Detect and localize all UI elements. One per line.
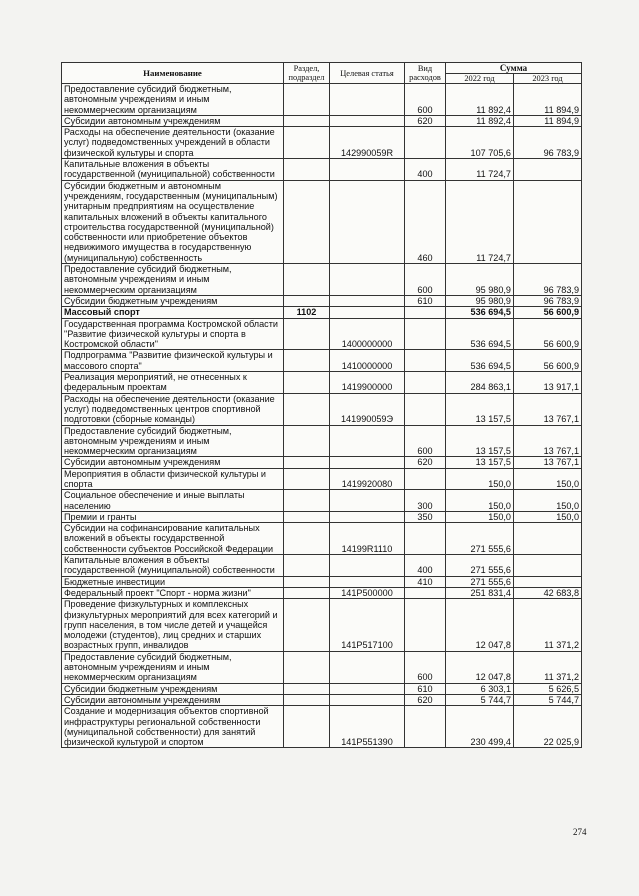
cell-section [284,599,330,651]
cell-sum-2022: 271 555,6 [446,555,514,577]
cell-target [330,651,405,683]
cell-target: 1410000000 [330,350,405,372]
cell-sum-2022: 271 555,6 [446,576,514,587]
cell-sum-2022: 6 303,1 [446,683,514,694]
cell-sum-2023 [514,180,582,263]
cell-sum-2022: 13 157,5 [446,425,514,457]
header-target: Целевая статья [330,63,405,84]
cell-sum-2022: 11 892,4 [446,115,514,126]
cell-sum-2023 [514,523,582,555]
cell-target [330,490,405,512]
cell-section [284,576,330,587]
cell-target: 1419900000 [330,372,405,394]
cell-section [284,115,330,126]
cell-name: Государственная программа Костромской области "Развитие физической культуры и спорта в Костромской области" [62,318,284,350]
cell-name: Субсидии автономным учреждениям [62,115,284,126]
cell-section [284,425,330,457]
cell-name: Расходы на обеспечение деятельности (оказание услуг) подведомственных учреждений в области физической культуры и спорта [62,127,284,159]
header-name: Наименование [62,63,284,84]
cell-section [284,468,330,490]
cell-target [330,295,405,306]
cell-name: Мероприятия в области физической культуры и спорта [62,468,284,490]
table-body [62,84,582,748]
table-row [62,318,582,350]
cell-name: Массовый спорт [62,307,284,318]
cell-sum-2023: 13 767,1 [514,457,582,468]
cell-sum-2023: 96 783,9 [514,295,582,306]
cell-section [284,127,330,159]
cell-exp-type [405,706,446,748]
cell-exp-type: 300 [405,490,446,512]
cell-exp-type [405,599,446,651]
budget-table [61,62,582,748]
cell-target [330,264,405,296]
cell-exp-type: 620 [405,457,446,468]
cell-section [284,490,330,512]
cell-section [284,372,330,394]
cell-section [284,555,330,577]
cell-sum-2023 [514,159,582,181]
cell-section: 1102 [284,307,330,318]
cell-sum-2022: 107 705,6 [446,127,514,159]
cell-name: Федеральный проект "Спорт - норма жизни" [62,587,284,598]
cell-exp-type: 460 [405,180,446,263]
header-year-2022: 2022 год [446,74,514,84]
cell-name: Проведение физкультурных и комплексных физкультурных мероприятий для всех категорий и групп населения, в том числе детей и учащейся молодежи (студентов), лиц средних и старших возрастных групп, инвалидов [62,599,284,651]
cell-sum-2022: 271 555,6 [446,523,514,555]
header-year-2023: 2023 год [514,74,582,84]
cell-sum-2022: 150,0 [446,490,514,512]
table-row [62,468,582,490]
cell-sum-2023: 96 783,9 [514,264,582,296]
cell-name: Предоставление субсидий бюджетным, автономным учреждениям и иным некоммерческим организациям [62,425,284,457]
cell-section [284,706,330,748]
cell-name: Капитальные вложения в объекты государственной (муниципальной) собственности [62,555,284,577]
cell-sum-2023: 11 894,9 [514,115,582,126]
table-row [62,115,582,126]
table-row [62,706,582,748]
cell-sum-2023: 11 371,2 [514,651,582,683]
table-row [62,307,582,318]
cell-section [284,457,330,468]
cell-sum-2022: 5 744,7 [446,694,514,705]
cell-target [330,694,405,705]
table-row [62,576,582,587]
cell-sum-2023: 22 025,9 [514,706,582,748]
cell-sum-2022: 13 157,5 [446,457,514,468]
page-number: 274 [573,827,587,837]
table-row [62,159,582,181]
cell-exp-type: 600 [405,84,446,116]
cell-target: 141990059Э [330,393,405,425]
cell-section [284,318,330,350]
cell-exp-type: 600 [405,425,446,457]
cell-exp-type: 600 [405,264,446,296]
cell-exp-type [405,393,446,425]
cell-sum-2022: 13 157,5 [446,393,514,425]
table-row [62,694,582,705]
cell-sum-2022: 536 694,5 [446,307,514,318]
table-row [62,84,582,116]
cell-section [284,264,330,296]
cell-target [330,683,405,694]
cell-name: Субсидии автономным учреждениям [62,457,284,468]
cell-exp-type: 400 [405,159,446,181]
cell-section [284,393,330,425]
cell-section [284,587,330,598]
cell-target [330,307,405,318]
cell-sum-2022: 230 499,4 [446,706,514,748]
cell-sum-2023: 11 371,2 [514,599,582,651]
cell-sum-2023: 56 600,9 [514,307,582,318]
cell-name: Подпрограмма "Развитие физической культуры и массового спорта" [62,350,284,372]
cell-section [284,523,330,555]
cell-sum-2023: 13 767,1 [514,425,582,457]
cell-sum-2022: 95 980,9 [446,264,514,296]
table-row [62,555,582,577]
cell-target: 14199R1110 [330,523,405,555]
cell-sum-2022: 11 892,4 [446,84,514,116]
cell-exp-type [405,523,446,555]
cell-target [330,555,405,577]
cell-sum-2022: 251 831,4 [446,587,514,598]
cell-sum-2023: 5 626,5 [514,683,582,694]
cell-target: 141P500000 [330,587,405,598]
cell-section [284,159,330,181]
table-row [62,425,582,457]
cell-exp-type: 610 [405,683,446,694]
cell-name: Капитальные вложения в объекты государственной (муниципальной) собственности [62,159,284,181]
cell-name: Субсидии бюджетным и автономным учреждениям, государственным (муниципальным) унитарным предприятиям на осуществление капитальных вложений в объекты капитального строительства государственной (муниципальной) собственности или приобретение объектов недвижимого имущества в государственную (муниципальную) собственность [62,180,284,263]
cell-sum-2023: 13 767,1 [514,393,582,425]
cell-name: Субсидии автономным учреждениям [62,694,284,705]
cell-target [330,511,405,522]
cell-target [330,457,405,468]
cell-target: 1419920080 [330,468,405,490]
cell-exp-type: 620 [405,115,446,126]
table-row [62,295,582,306]
cell-sum-2023: 150,0 [514,490,582,512]
cell-sum-2023: 150,0 [514,468,582,490]
cell-sum-2022: 12 047,8 [446,651,514,683]
cell-sum-2023: 150,0 [514,511,582,522]
cell-section [284,683,330,694]
table-row [62,651,582,683]
table-row [62,511,582,522]
cell-name: Субсидии бюджетным учреждениям [62,295,284,306]
table-row [62,599,582,651]
table-header [62,63,582,84]
cell-target: 1400000000 [330,318,405,350]
table-row [62,372,582,394]
cell-sum-2022: 536 694,5 [446,318,514,350]
cell-section [284,84,330,116]
cell-exp-type [405,587,446,598]
cell-name: Создание и модернизация объектов спортивной инфраструктуры региональной собственности (муниципальной собственности) для занятий физической культурой и спортом [62,706,284,748]
cell-name: Предоставление субсидий бюджетным, автономным учреждениям и иным некоммерческим организациям [62,84,284,116]
cell-target [330,576,405,587]
table-row [62,393,582,425]
cell-sum-2023: 13 917,1 [514,372,582,394]
table-row [62,587,582,598]
cell-sum-2023: 56 600,9 [514,350,582,372]
cell-name: Расходы на обеспечение деятельности (оказание услуг) подведомственных центров спортивной подготовки (сборные команды) [62,393,284,425]
header-sum: Сумма [446,63,582,74]
cell-name: Предоставление субсидий бюджетным, автономным учреждениям и иным некоммерческим организациям [62,651,284,683]
cell-sum-2022: 11 724,7 [446,180,514,263]
cell-sum-2023: 11 894,9 [514,84,582,116]
cell-exp-type: 350 [405,511,446,522]
cell-name: Социальное обеспечение и иные выплаты населению [62,490,284,512]
cell-section [284,350,330,372]
cell-section [284,651,330,683]
table-row [62,457,582,468]
cell-section [284,694,330,705]
cell-section [284,180,330,263]
cell-target: 141P517100 [330,599,405,651]
cell-sum-2022: 536 694,5 [446,350,514,372]
header-exp-type: Вид расходов [405,63,446,84]
header-section: Раздел, подраздел [284,63,330,84]
cell-exp-type: 400 [405,555,446,577]
table-row [62,180,582,263]
table-row [62,127,582,159]
table-row [62,264,582,296]
cell-sum-2023: 96 783,9 [514,127,582,159]
cell-sum-2022: 11 724,7 [446,159,514,181]
cell-target: 142990059R [330,127,405,159]
cell-sum-2023: 5 744,7 [514,694,582,705]
cell-exp-type [405,350,446,372]
cell-sum-2023 [514,576,582,587]
cell-name: Реализация мероприятий, не отнесенных к федеральным проектам [62,372,284,394]
cell-exp-type: 600 [405,651,446,683]
table-row [62,490,582,512]
cell-target: 141P551390 [330,706,405,748]
cell-sum-2022: 150,0 [446,468,514,490]
table-row [62,523,582,555]
cell-section [284,511,330,522]
cell-sum-2023: 42 683,8 [514,587,582,598]
cell-sum-2022: 95 980,9 [446,295,514,306]
cell-sum-2022: 12 047,8 [446,599,514,651]
cell-target [330,84,405,116]
cell-name: Бюджетные инвестиции [62,576,284,587]
cell-name: Субсидии на софинансирование капитальных вложений в объекты государственной собственности субъектов Российской Федерации [62,523,284,555]
cell-name: Субсидии бюджетным учреждениям [62,683,284,694]
cell-exp-type: 610 [405,295,446,306]
cell-target [330,180,405,263]
cell-target [330,425,405,457]
cell-sum-2023 [514,555,582,577]
cell-exp-type [405,468,446,490]
cell-target [330,159,405,181]
cell-exp-type: 620 [405,694,446,705]
cell-section [284,295,330,306]
cell-name: Предоставление субсидий бюджетным, автономным учреждениям и иным некоммерческим организациям [62,264,284,296]
cell-exp-type [405,127,446,159]
cell-exp-type [405,307,446,318]
cell-sum-2022: 284 863,1 [446,372,514,394]
table-row [62,683,582,694]
cell-sum-2023: 56 600,9 [514,318,582,350]
cell-name: Премии и гранты [62,511,284,522]
cell-sum-2022: 150,0 [446,511,514,522]
table-row [62,350,582,372]
cell-target [330,115,405,126]
cell-exp-type: 410 [405,576,446,587]
cell-exp-type [405,372,446,394]
cell-exp-type [405,318,446,350]
